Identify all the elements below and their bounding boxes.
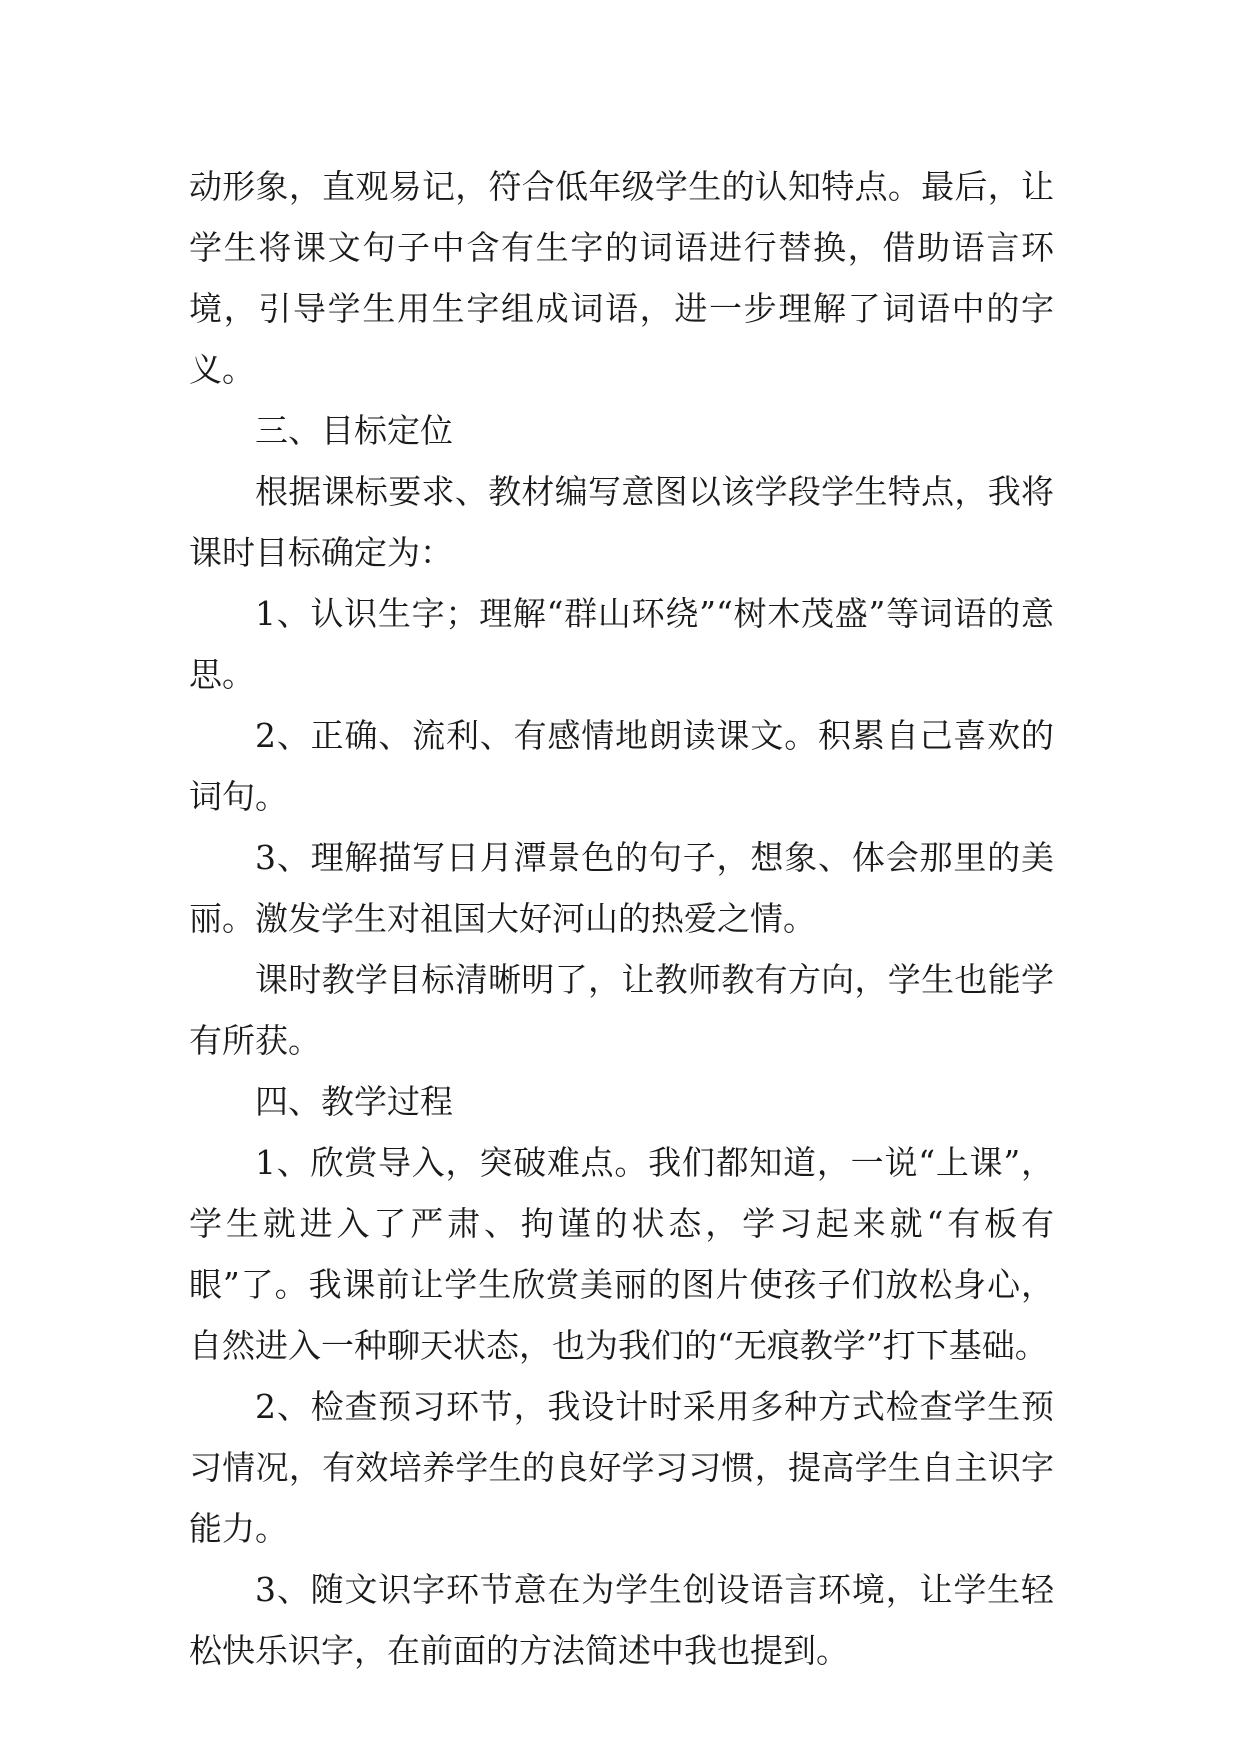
document-body [189,156,1054,1681]
paragraph-goals-summary: 课时教学目标清晰明了，让教师教有方向，学生也能学有所获。 [189,960,1054,1060]
paragraph-goals-intro: 根据课标要求、教材编写意图以该学段学生特点，我将课时目标确定为： [189,472,1054,572]
process-item-1: 1、欣赏导入，突破难点。我们都知道，一说“上课”，学生就进入了严肃、拘谨的状态，学习起来就“有板有眼”了。我课前让学生欣赏美丽的图片使孩子们放松身心，自然进入一种聊天状态，也为我们的“无痕教学”打下基础。 [189,1143,1054,1365]
process-item-3: 3、随文识字环节意在为学生创设语言环境，让学生轻松快乐识字，在前面的方法简述中我也提到。 [189,1570,1054,1670]
section-heading-goals: 三、目标定位 [255,411,453,450]
paragraph-continuation: 动形象，直观易记，符合低年级学生的认知特点。最后，让学生将课文句子中含有生字的词语进行替换，借助语言环境，引导学生用生字组成词语，进一步理解了词语中的字义。 [189,167,1054,389]
goal-item-3: 3、理解描写日月潭景色的句子，想象、体会那里的美丽。激发学生对祖国大好河山的热爱之情。 [189,838,1054,938]
goal-item-1: 1、认识生字；理解“群山环绕”“树木茂盛”等词语的意思。 [189,594,1054,694]
goal-item-2: 2、正确、流利、有感情地朗读课文。积累自己喜欢的词句。 [189,716,1054,816]
process-item-2: 2、检查预习环节，我设计时采用多种方式检查学生预习情况，有效培养学生的良好学习习惯，提高学生自主识字能力。 [189,1387,1054,1548]
section-heading-process: 四、教学过程 [255,1082,453,1121]
